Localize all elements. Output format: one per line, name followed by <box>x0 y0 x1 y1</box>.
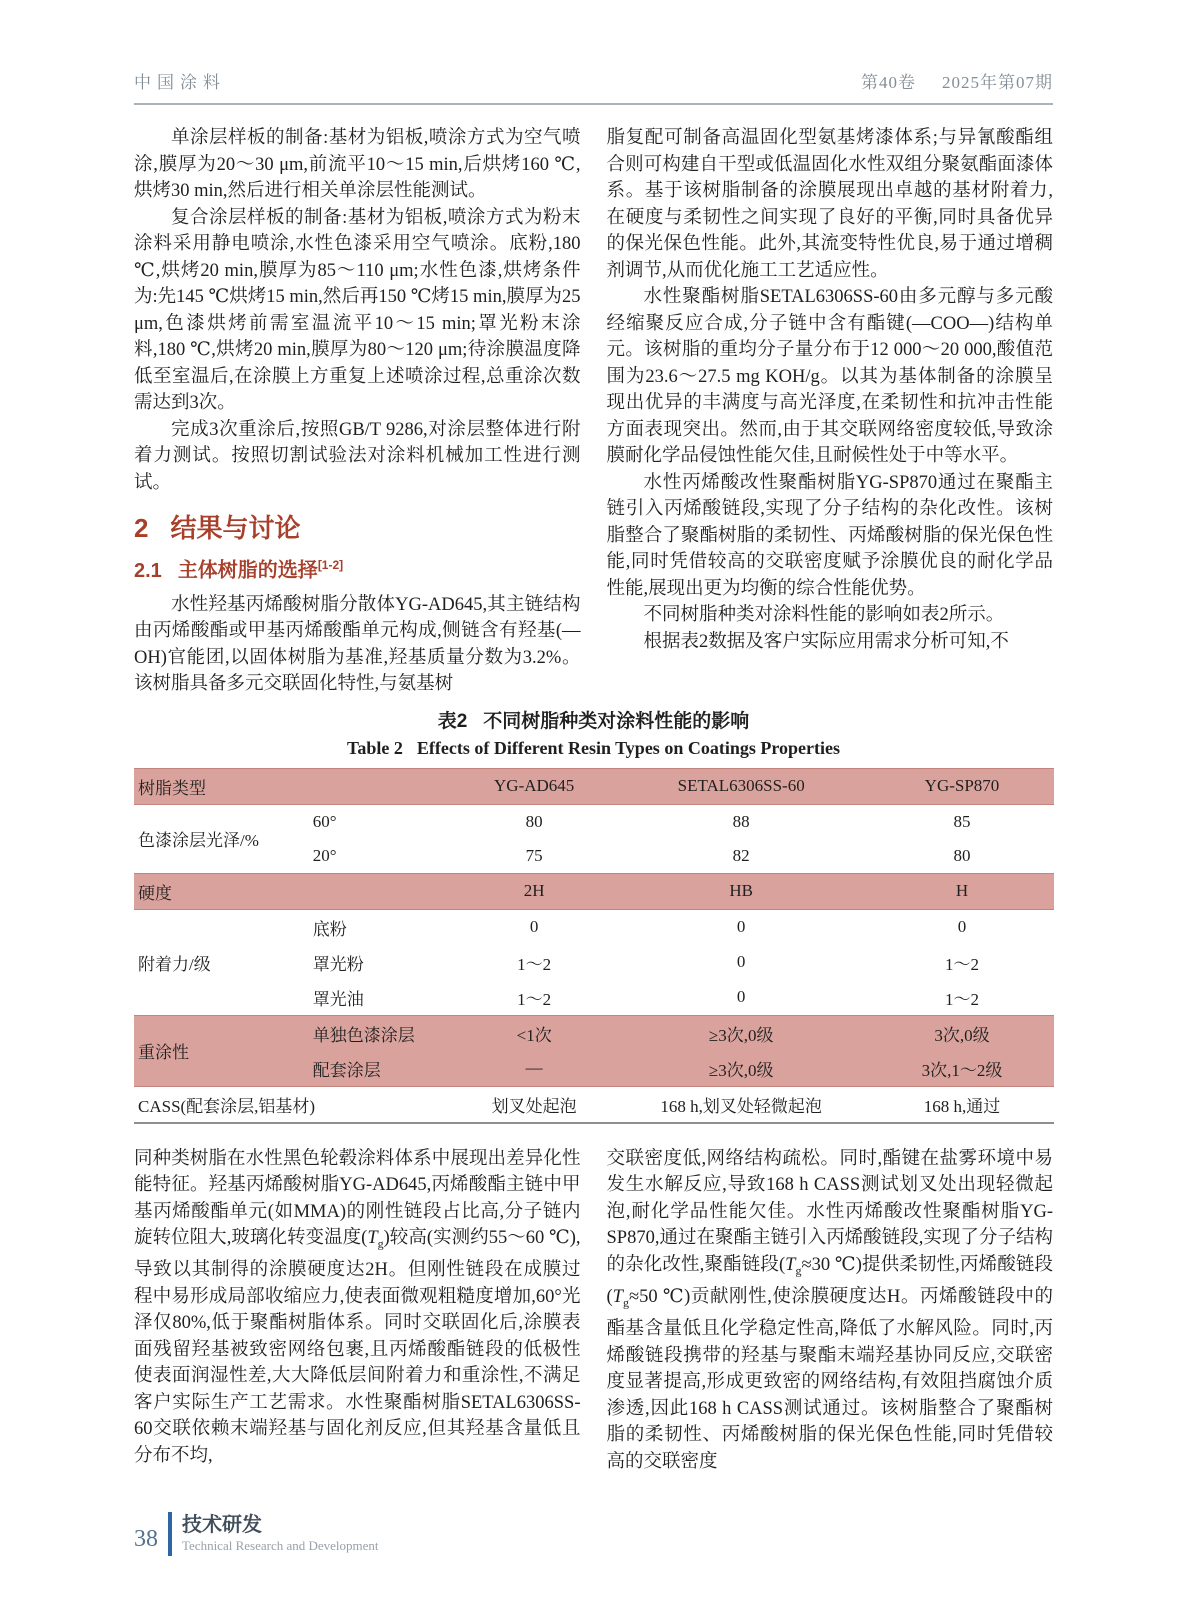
table-column-header: YG-AD645 <box>456 768 612 804</box>
paragraph: 水性丙烯酸改性聚酯树脂YG-SP870通过在聚酯主链引入丙烯酸链段,实现了分子结构的杂化改性。该树脂整合了聚酯树脂的柔韧性、丙烯酸树脂的保光保色性能,同时凭借较高的交联密度赋予涂膜优良的耐化学品性能,展现出更为均衡的综合性能优势。 <box>606 472 1053 599</box>
table-block <box>134 710 1053 1124</box>
subsection-title: 主体树脂的选择 <box>177 559 318 582</box>
subsection-number: 2.1 <box>134 559 162 582</box>
volume-label: 第40卷 <box>861 73 916 92</box>
table-sub-label: 20° <box>312 845 337 865</box>
table-sub-label: 配套涂层 <box>309 1051 456 1087</box>
page-footer <box>134 1512 379 1556</box>
left-paragraphs <box>134 125 581 496</box>
resin-table-body <box>134 768 1054 1123</box>
table-group-label: 硬度 <box>134 873 456 909</box>
section-title: 结果与讨论 <box>170 513 301 543</box>
journal-name: 中国涂料 <box>134 73 226 92</box>
table-sub-label: 罩光粉 <box>312 954 364 974</box>
right-paragraphs <box>607 125 1054 655</box>
bottom-left-paragraphs <box>134 1146 581 1470</box>
top-columns <box>134 125 1053 698</box>
table-caption-zh <box>134 710 1053 734</box>
table-cell-value: 82 <box>732 845 750 865</box>
table-row <box>134 1086 1054 1123</box>
table-cell-value: 168 h,划叉处轻微起泡 <box>612 1086 870 1123</box>
table-cell-value: 80 <box>953 845 971 865</box>
paragraph: 水性羟基丙烯酸树脂分散体YG-AD645,其主链结构由丙烯酸酯或甲基丙烯酸酯单元构成,侧链含有羟基(—OH)官能团,以固体树脂为基准,羟基质量分数为3.2%。该树脂具备多元交联固化特性,与氨基树 <box>134 594 581 695</box>
table-cell-value: 划叉处起泡 <box>456 1086 612 1123</box>
footer-section-zh: 技术研发 <box>182 1514 262 1536</box>
table-group-label: CASS(配套涂层,铝基材) <box>134 1086 456 1123</box>
paragraph: 完成3次重涂后,按照GB/T 9286,对涂层整体进行附着力测试。按照切割试验法对涂料机械加工性进行测试。 <box>134 419 581 493</box>
table-sub-label: 单独色漆涂层 <box>309 1015 456 1051</box>
table-cell-value: 85 <box>953 811 971 831</box>
table-cell-value: — <box>456 1051 612 1087</box>
table-sub-label: 60° <box>312 811 337 831</box>
footer-divider-bar <box>168 1512 172 1556</box>
footer-section <box>182 1513 379 1555</box>
table-column-header: YG-SP870 <box>870 768 1054 804</box>
section-heading <box>134 512 581 544</box>
table-cell-value: 88 <box>732 811 750 831</box>
table-cell-value: 1～2 <box>517 989 552 1009</box>
table-cell-value: 75 <box>525 845 543 865</box>
table-cell-value: 3次,1～2级 <box>870 1051 1054 1087</box>
paragraph: 复合涂层样板的制备:基材为铝板,喷涂方式为粉末涂料采用静电喷涂,水性色漆采用空气喷涂。底粉,180 ℃,烘烤20 min,膜厚为85～110 μm;水性色漆,烘烤条件为:先145 ℃烘烤15 min,然后再150 ℃烤15 min,膜厚为25 μm,色漆烘烤前需室温流平10～15 min;罩光粉末涂料,180 ℃,烘烤20 min,膜厚为80～120 μm;待涂膜温度降低至室温后,在涂膜上方重复上述喷涂过程,总重涂次数需达到3次。 <box>134 207 581 413</box>
resin-table <box>134 768 1054 1124</box>
paragraph: 水性聚酯树脂SETAL6306SS-60由多元醇与多元酸经缩聚反应合成,分子链中含有酯键(—COO—)结构单元。该树脂的重均分子量分布于12 000～20 000,酸值范围为23.6～27.5 mg KOH/g。以其为基体制备的涂膜呈现出优异的丰满度与高光泽度,在柔韧性和抗冲击性能方面表现突出。然而,由于其交联网络密度较低,导致涂膜耐化学品侵蚀性能欠佳,且耐候性处于中等水平。 <box>606 287 1053 466</box>
table-cell-value: ≥3次,0级 <box>612 1015 870 1051</box>
left-paragraphs-after-heading <box>134 592 581 698</box>
table-cell-value: 0 <box>957 917 967 937</box>
table-cell-value: 1～2 <box>944 954 979 974</box>
table-cell-value: 0 <box>736 917 746 937</box>
table-row <box>134 804 1054 839</box>
table-cell-value: 1～2 <box>944 989 979 1009</box>
table-header-row <box>134 768 1054 804</box>
table-cell-value: 0 <box>529 917 539 937</box>
table-sub-label: 底粉 <box>312 919 347 939</box>
table-caption-en <box>134 736 1053 760</box>
bottom-columns <box>134 1146 1053 1475</box>
table-row <box>134 1015 1054 1051</box>
paragraph: 同种类树脂在水性黑色轮毂涂料体系中展现出差异化性能特征。羟基丙烯酸树脂YG-AD645,丙烯酸酯主链中甲基丙烯酸酯单元(如MMA)的刚性链段占比高,分子链内旋转位阻大,玻璃化转变温度$(T_g)$较高(实测约55～60 ℃),导致以其制得的涂膜硬度达2H。但刚性链段在成膜过程中易形成局部收缩应力,使表面微观粗糙度增加,60°光泽仅80%,低于聚酯树脂体系。同时交联固化后,涂膜表面残留羟基被致密网络包裹,且丙烯酸酯链段的低极性使表面润湿性差,大大降低层间附着力和重涂性,不满足客户实际生产工艺需求。水性聚酯树脂SETAL6306SS-60交联依赖末端羟基与固化剂反应,但其羟基含量低且分布不均, <box>134 1148 581 1466</box>
running-head <box>134 68 1053 105</box>
table-row <box>134 873 1054 909</box>
table-cell-value: <1次 <box>456 1015 612 1051</box>
paragraph: 不同树脂种类对涂料性能的影响如表2所示。 <box>643 605 1005 625</box>
table-caption-zh-title: 不同树脂种类对涂料性能的影响 <box>483 710 750 732</box>
table-cell-value: 3次,0级 <box>870 1015 1054 1051</box>
table-cell-value: 0 <box>736 987 746 1007</box>
table-sub-label: 罩光油 <box>312 989 364 1009</box>
paragraph: 脂复配可制备高温固化型氨基烤漆体系;与异氰酸酯组合则可构建自干型或低温固化水性双组分聚氨酯面漆体系。基于该树脂制备的涂膜展现出卓越的基材附着力,在硬度与柔韧性之间实现了良好的平衡,同时具备优异的保光保色性能。此外,其流变特性优良,易于通过增稠剂调节,从而优化施工工艺适应性。 <box>606 128 1053 281</box>
bottom-right-column <box>607 1146 1054 1475</box>
paragraph: 交联密度低,网络结构疏松。同时,酯键在盐雾环境中易发生水解反应,导致168 h CASS测试划叉处出现轻微起泡,耐化学品性能欠佳。水性丙烯酸改性聚酯树脂YG-SP870,通过在聚酯主链引入丙烯酸链段,实现了分子结构的杂化改性,聚酯链段($T_g\approx 30$ ℃)提供柔韧性,丙烯酸链段($T_g\approx 50$ ℃)贡献刚性,使涂膜硬度达H。丙烯酸链段中的酯基含量低且化学稳定性高,降低了水解风险。同时,丙烯酸链段携带的羟基与聚酯末端羟基协同反应,交联密度显著提高,形成更致密的网络结构,有效阻挡腐蚀介质渗透,因此168 h CASS测试通过。该树脂整合了聚酯树脂的柔韧性、丙烯酸树脂的保光保色性能,同时凭借较高的交联密度 <box>606 1148 1053 1472</box>
footer-section-en: Technical Research and Development <box>182 1538 379 1553</box>
page-number: 38 <box>134 1525 158 1552</box>
table-cell-value: 80 <box>525 811 543 831</box>
table-row <box>134 909 1054 945</box>
table-cell-value: 168 h,通过 <box>870 1086 1054 1123</box>
citation-ref: [1-2] <box>317 558 344 572</box>
table-caption-en-title: Effects of Different Resin Types on Coatings Properties <box>416 737 840 758</box>
table-group-label: 重涂性 <box>134 1015 309 1086</box>
paragraph: 根据表2数据及客户实际应用需求分析可知,不 <box>643 631 1009 652</box>
section-number: 2 <box>134 513 149 543</box>
issue-info <box>861 68 1053 93</box>
left-column <box>134 125 581 698</box>
table-caption-en-label: Table 2 <box>347 737 403 758</box>
bottom-left-column <box>134 1146 581 1475</box>
paragraph: 单涂层样板的制备:基材为铝板,喷涂方式为空气喷涂,膜厚为20～30 μm,前流平10～15 min,后烘烤160 ℃,烘烤30 min,然后进行相关单涂层性能测试。 <box>134 128 581 201</box>
table-group-label: 色漆涂层光泽/% <box>138 831 259 851</box>
table-cell-value: H <box>870 873 1054 909</box>
table-cell-value: 2H <box>456 873 612 909</box>
table-group-label: 附着力/级 <box>138 954 211 974</box>
table-column-header: SETAL6306SS-60 <box>612 768 870 804</box>
issue-label: 2025年第07期 <box>942 73 1053 92</box>
bottom-right-paragraphs <box>607 1146 1054 1475</box>
table-cell-value: 0 <box>736 952 746 972</box>
table-cell-value: ≥3次,0级 <box>612 1051 870 1087</box>
table-header-label: 树脂类型 <box>134 768 456 804</box>
right-column <box>607 125 1054 698</box>
table-caption-zh-label: 表2 <box>437 710 468 732</box>
subsection-heading <box>134 552 581 584</box>
table-cell-value: HB <box>612 873 870 909</box>
table-cell-value: 1～2 <box>517 954 552 974</box>
